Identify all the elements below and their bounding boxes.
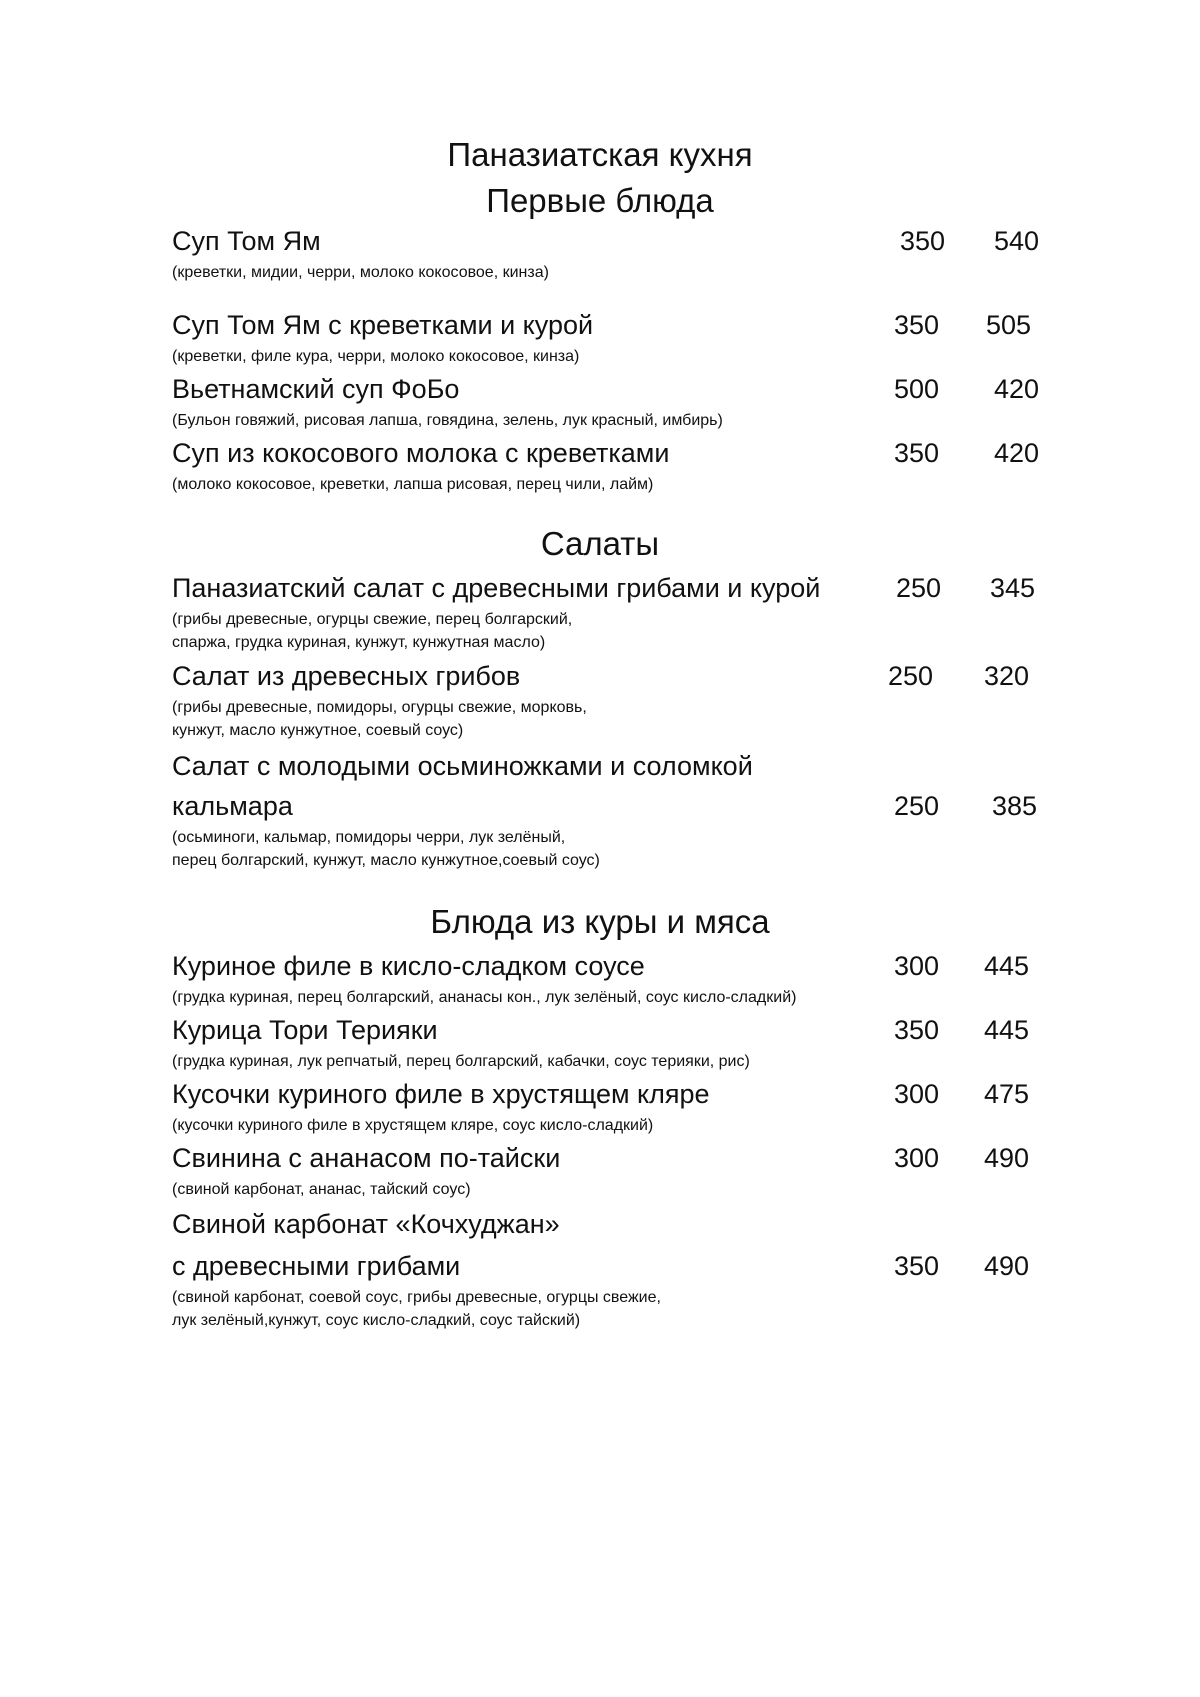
item-description-line: (креветки, мидии, черри, молоко кокосовое, кинза) (172, 264, 549, 281)
item-weight: 250 (896, 573, 942, 603)
item-name: Суп Том Ям (172, 226, 321, 256)
item-price: 505 (986, 310, 1032, 340)
item-name: Куриное филе в кисло-сладком соусе (172, 951, 645, 981)
item-weight: 500 (894, 374, 940, 404)
menu-item (172, 1206, 1052, 1332)
item-name-line2: кальмара (172, 791, 293, 821)
item-weight: 250 (888, 661, 934, 691)
menu-item (172, 307, 1052, 368)
menu-title: Паназиатская кухня (447, 136, 753, 173)
item-price: 445 (984, 951, 1030, 981)
item-description-line: спаржа, грудка куриная, кунжут, кунжутная масло) (172, 634, 546, 651)
item-description-line: (Бульон говяжий, рисовая лапша, говядина, зелень, лук красный, имбирь) (172, 412, 723, 429)
item-description-line: перец болгарский, кунжут, масло кунжутное,соевый соус) (172, 852, 600, 869)
item-weight: 300 (894, 1079, 940, 1109)
item-name: Суп из кокосового молока с креветками (172, 438, 670, 468)
item-description (172, 261, 1052, 284)
menu-item (172, 748, 1052, 872)
item-weight: 350 (894, 1015, 940, 1045)
item-price: 320 (984, 661, 1030, 691)
section-heading-meat: Блюда из куры и мяса (430, 903, 770, 940)
item-description (172, 409, 1052, 432)
item-price: 420 (994, 438, 1040, 468)
item-name: Суп Том Ям с креветками и курой (172, 310, 594, 340)
menu-item (172, 223, 1052, 284)
section-heading-soups: Первые блюда (486, 182, 714, 219)
item-name: Свиной карбонат «Кочхуджан» (172, 1209, 560, 1239)
item-description-line: (грибы древесные, огурцы свежие, перец болгарский, (172, 611, 573, 628)
item-weight: 300 (894, 1143, 940, 1173)
item-description-line: (свиной карбонат, ананас, тайский соус) (172, 1181, 471, 1198)
item-description-line: лук зелёный,кунжут, соус кисло-сладкий, соус тайский) (172, 1312, 581, 1329)
menu-item (172, 948, 1052, 1009)
item-name: Салат с молодыми осьминожками и соломкой (172, 751, 753, 781)
item-name: Вьетнамский суп ФоБо (172, 374, 460, 404)
item-price: 540 (994, 226, 1040, 256)
item-name: Курица Тори Терияки (172, 1015, 438, 1045)
item-description (172, 696, 1052, 742)
item-price: 490 (984, 1251, 1030, 1281)
item-weight: 350 (894, 438, 940, 468)
item-name: Салат из древесных грибов (172, 661, 521, 691)
item-price: 345 (990, 573, 1036, 603)
item-description-line: (креветки, филе кура, черри, молоко кокосовое, кинза) (172, 348, 580, 365)
item-weight: 350 (894, 1251, 940, 1281)
item-description-line: (грудка куриная, лук репчатый, перец болгарский, кабачки, соус терияки, рис) (172, 1053, 750, 1070)
item-description-line: (молоко кокосовое, креветки, лапша рисовая, перец чили, лайм) (172, 476, 654, 493)
item-description (172, 1286, 1052, 1332)
item-weight: 350 (894, 310, 940, 340)
item-description (172, 826, 1052, 872)
item-weight: 300 (894, 951, 940, 981)
menu-item (172, 658, 1052, 742)
menu-item (172, 435, 1052, 496)
item-description (172, 1178, 1052, 1201)
item-description-line: (кусочки куриного филе в хрустящем кляре, соус кисло-сладкий) (172, 1117, 654, 1134)
item-description (172, 345, 1052, 368)
item-description-line: (осьминоги, кальмар, помидоры черри, лук зелёный, (172, 829, 566, 846)
item-description-line: (грудка куриная, перец болгарский, ананасы кон., лук зелёный, соус кисло-сладкий) (172, 989, 797, 1006)
item-name: Паназиатский салат с древесными грибами и курой (172, 573, 821, 603)
item-weight: 350 (900, 226, 946, 256)
item-description (172, 1050, 1052, 1073)
menu-item (172, 570, 1052, 654)
item-price: 475 (984, 1079, 1030, 1109)
menu-item (172, 1076, 1052, 1137)
item-description (172, 986, 1052, 1009)
item-description (172, 608, 1052, 654)
item-description (172, 1114, 1052, 1137)
section-heading-salads: Салаты (540, 525, 660, 562)
item-name-line2: с древесными грибами (172, 1251, 461, 1281)
item-description-line: (грибы древесные, помидоры, огурцы свежие, морковь, (172, 699, 587, 716)
item-price: 490 (984, 1143, 1030, 1173)
item-price: 445 (984, 1015, 1030, 1045)
item-description (172, 473, 1052, 496)
menu-item (172, 371, 1052, 432)
item-price: 385 (992, 791, 1038, 821)
menu-item (172, 1012, 1052, 1073)
item-weight: 250 (894, 791, 940, 821)
item-price: 420 (994, 374, 1040, 404)
item-name: Свинина с ананасом по-тайски (172, 1143, 561, 1173)
item-name: Кусочки куриного филе в хрустящем кляре (172, 1079, 710, 1109)
menu-item (172, 1140, 1052, 1201)
item-description-line: (свиной карбонат, соевой соус, грибы древесные, огурцы свежие, (172, 1289, 661, 1306)
item-description-line: кунжут, масло кунжутное, соевый соус) (172, 722, 464, 739)
